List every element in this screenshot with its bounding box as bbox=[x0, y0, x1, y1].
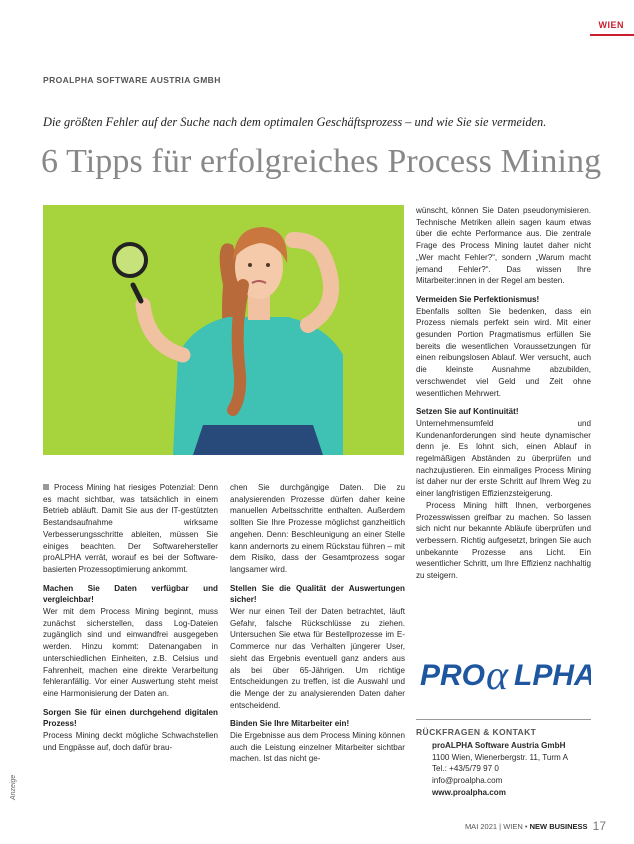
footer-bullet: • bbox=[524, 822, 528, 831]
paragraph: Process Mining deckt mögliche Schwachstellen und Engpässe auf, doch dafür brau- bbox=[43, 731, 218, 752]
footer-sep: | bbox=[499, 822, 502, 831]
article-subtitle: Die größten Fehler auf der Suche nach dem optimalen Geschäftsprozess – und wie Sie sie vermeiden. bbox=[43, 115, 547, 129]
side-note-anzeige: Anzeige bbox=[10, 774, 17, 800]
contact-company: proALPHA Software Austria GmbH bbox=[432, 741, 566, 750]
paragraph: chen Sie durchgängige Daten. Die zu analysierenden Prozesse dürfen daher keine manuellen Arbeitsschritte enthalten. Außerdem sollten Sie Ihre Prozesse möglichst ganzheitlich angehen. Denn: Beschleunigung an einer Stelle kann andernorts zu einem Rückstau führen – mit dem Risiko, dass der Gesamtprozess sogar langsamer wird. bbox=[230, 483, 405, 574]
bullet-square-icon bbox=[43, 484, 49, 490]
paragraph: Unternehmensumfeld und Kundenanforderungen sind heute dynamischer denn je. Es lohnt sich, einen Ablauf in regelmäßigen Abständen zu überprüfen und nachzujustieren. Ein einmaliges Process Mining ist daher nur der erste Schritt auf Ihrem Weg zu einer langfristigen Effizienzsteigerung. bbox=[416, 418, 591, 499]
footer-date: MAI 2021 bbox=[464, 822, 498, 831]
paragraph: wünscht, können Sie Daten pseudonymisieren. Technische Metriken allein sagen kaum etwas über die echte Performance aus. Die zentrale Frage des Process Mining lautet daher nicht „Wer macht Fehler?“, sondern „Warum macht jemand Fehler?“. Das wissen Ihre Mitarbeiter:innen in der Regel am besten. bbox=[416, 206, 591, 286]
page-footer bbox=[465, 819, 606, 833]
contact-divider bbox=[416, 719, 591, 720]
section-label: WIEN bbox=[598, 20, 624, 30]
paragraph: Process Mining hilft Ihnen, verborgenes Prozesswissen greifbar zu machen. So lassen sich nicht nur bekannte Abläufe überprüfen und verbessern. Richtig aufgesetzt, bringen Sie auch unbekannte Prozesse ans Licht. Ein wesentlicher Schritt, um Ihre Effizienz nachhaltig zu steigern. bbox=[416, 500, 591, 581]
article-column-2 bbox=[230, 482, 405, 765]
contact-block bbox=[432, 740, 568, 799]
paragraph: Wer mit dem Process Mining beginnt, muss zunächst sicherstellen, dass Log-Dateien zugänglich sind und einwandfrei ausgegeben werden. Hinzu kommt: Datenangaben in unterschiedlichen Einheiten, z.B. Celsius und Fahrenheit, machen eine direkte Verarbeitung fehleranfällig. Vor einer Auswertung steht meist eine Harmonisierung der Daten an. bbox=[43, 607, 218, 698]
article-column-3 bbox=[416, 205, 591, 582]
paragraph: Die Ergebnisse aus dem Process Mining können auch die Leistung einzelner Mitarbeiter sichtbar machen. Ist das nicht ge- bbox=[230, 731, 405, 764]
woman-with-magnifying-glass-photo bbox=[43, 205, 404, 455]
paragraph: Wer nur einen Teil der Daten betrachtet, läuft Gefahr, falsche Rückschlüsse zu ziehen. Untersuchen Sie etwa für Bestellprozesse im E-Commerce nur das Verhalten jüngerer User, sieht das Ergebnis eventuell ganz anders aus als bei über 65-Jährigen. Um richtige Entscheidungen zu treffen, ist die Auswahl und die Menge der zu analysierenden Daten daher entscheidend. bbox=[230, 607, 405, 710]
heading-mitarbeiter: Binden Sie Ihre Mitarbeiter ein! bbox=[230, 719, 350, 729]
heading-qualitaet: Stellen Sie die Qualität der Auswertungen sicher! bbox=[230, 583, 405, 605]
article-title: 6 Tipps für erfolgreiches Process Mining bbox=[41, 143, 602, 180]
footer-city: WIEN bbox=[503, 822, 523, 831]
proalpha-logo bbox=[416, 651, 591, 696]
logo-lpha: LPHA bbox=[514, 659, 591, 692]
contact-tel: Tel.: +43/5/79 97 0 bbox=[432, 764, 499, 774]
photo-illustration-icon bbox=[43, 205, 404, 455]
section-rule bbox=[590, 34, 634, 36]
heading-digitaler-prozess: Sorgen Sie für einen durchgehend digitalen Prozess! bbox=[43, 707, 218, 729]
heading-daten-verfuegbar: Machen Sie Daten verfügbar und vergleichbar! bbox=[43, 583, 218, 605]
company-kicker: PROALPHA SOFTWARE AUSTRIA GMBH bbox=[43, 75, 221, 85]
logo-pro: PRO bbox=[420, 659, 486, 692]
page-number: 17 bbox=[592, 819, 606, 833]
footer-brand: NEW BUSINESS bbox=[529, 822, 588, 831]
side-note-wrap bbox=[10, 774, 35, 807]
article-column-1 bbox=[43, 482, 218, 753]
paragraph: Ebenfalls sollten Sie bedenken, dass ein Prozess niemals perfekt sein wird. Mit einer gesunden Portion Pragmatismus erfüllen Sie bereits die wesentlichen Voraussetzungen für einen reibungslosen Ablauf. Wer versucht, auch die kleinste Ausnahme abzubilden, verschwendet viel Geld und Zeit ohne wesentlichen Mehrwert. bbox=[416, 306, 591, 398]
proalpha-logo-icon bbox=[416, 651, 591, 696]
contact-email[interactable]: info@proalpha.com bbox=[432, 776, 503, 786]
intro-paragraph: Process Mining hat riesiges Potenzial: Denn es macht sichtbar, was tatsächlich in einem Betrieb abläuft. Damit Sie aus der IT-gestützten Bestandsaufnahme wirksame Verbesserungsschritte ableiten, müssen Sie einiges beachten. Der Softwarehersteller proALPHA verrät, worauf es bei der Software-basierten Prozessoptimierung ankommt. bbox=[43, 483, 218, 574]
heading-perfektionismus: Vermeiden Sie Perfektionismus! bbox=[416, 294, 540, 304]
logo-alpha: α bbox=[486, 653, 509, 696]
heading-kontinuitaet: Setzen Sie auf Kontinuität! bbox=[416, 407, 519, 417]
contact-web[interactable]: www.proalpha.com bbox=[432, 787, 506, 797]
contact-address: 1100 Wien, Wienerbergstr. 11, Turm A bbox=[432, 752, 569, 762]
contact-label: RÜCKFRAGEN & KONTAKT bbox=[416, 727, 537, 737]
